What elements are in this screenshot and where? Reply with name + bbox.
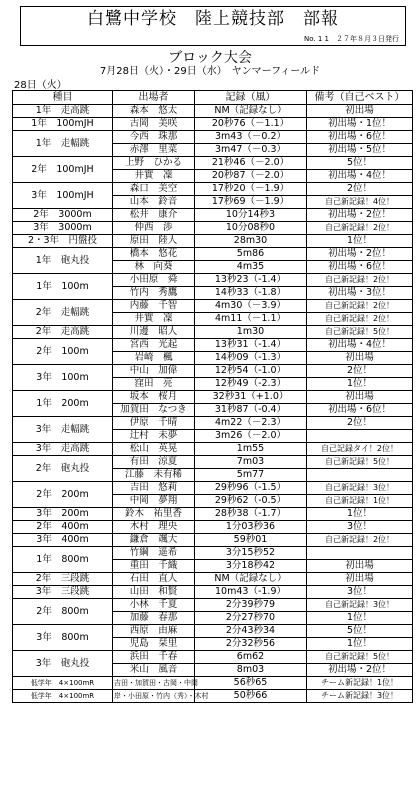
athlete-cell: 今西 珠那	[113, 131, 195, 144]
event-cell: 2年 三段跳	[13, 573, 113, 586]
athlete-cell: 伊原 千晴	[113, 417, 195, 430]
event-cell: 3年 走幅跳	[13, 417, 113, 443]
athlete-cell: 西原 由麻	[113, 625, 195, 638]
table-row	[13, 391, 413, 404]
record-cell: NM（記録なし）	[195, 573, 307, 586]
note-cell: 自己新記録！2位！	[307, 313, 413, 326]
issue-info: No. 1 1 ２７年８月３日発行	[304, 35, 399, 43]
table-row	[13, 417, 413, 430]
athlete-cell: 重田 千織	[113, 560, 195, 573]
athlete-cell: 古岡 美咲	[113, 118, 195, 131]
athlete-cell: 鈴木 祐里香	[113, 508, 195, 521]
note-cell: 5位！	[307, 625, 413, 638]
table-row	[13, 521, 413, 534]
table-row	[13, 586, 413, 599]
athlete-cell: 松井 康介	[113, 209, 195, 222]
header-box	[20, 6, 406, 46]
record-cell: 12秒49（-2.3）	[195, 378, 307, 391]
athlete-cell: 井實 凜	[113, 170, 195, 183]
results-table	[12, 90, 413, 703]
table-row	[13, 209, 413, 222]
athlete-cell: 吉田・加賀田・古岡・中岡	[113, 677, 195, 690]
event-cell: 2・3年 円盤投	[13, 235, 113, 248]
record-cell: 56秒65	[195, 677, 307, 690]
note-cell: 初出場	[307, 352, 413, 365]
note-cell: 自己新記録！5位！	[307, 326, 413, 339]
event-cell: 2年 400m	[13, 521, 113, 534]
athlete-cell: 松山 英晃	[113, 443, 195, 456]
table-row	[13, 222, 413, 235]
record-cell: 20秒87（－2.0）	[195, 170, 307, 183]
record-cell: 8m03	[195, 664, 307, 677]
record-cell: 13秒31（-1.4）	[195, 339, 307, 352]
record-cell: 14秒09（-1.3）	[195, 352, 307, 365]
note-cell: 自己記録タイ！2位！	[307, 443, 413, 456]
record-cell: 3m26（－2.0）	[195, 430, 307, 443]
note-cell: 5位！	[307, 157, 413, 170]
event-cell: 3年 3000m	[13, 222, 113, 235]
athlete-cell: 鎌倉 颯大	[113, 534, 195, 547]
athlete-cell: 江藤 未有稀	[113, 469, 195, 482]
note-cell: 自己新記録！5位！	[307, 651, 413, 664]
event-cell: 1年 走幅跳	[13, 131, 113, 157]
note-cell: 自己新記録！1位！	[307, 495, 413, 508]
athlete-cell: 石田 直人	[113, 573, 195, 586]
record-cell: 10分14秒3	[195, 209, 307, 222]
table-row	[13, 183, 413, 196]
athlete-cell: 岸・小田原・竹内（秀）・木村	[113, 690, 195, 703]
record-cell: 1m30	[195, 326, 307, 339]
record-cell: 20秒76（－1.1）	[195, 118, 307, 131]
note-cell: 2位！	[307, 417, 413, 430]
athlete-cell: 上野 ひかる	[113, 157, 195, 170]
table-header-row	[13, 91, 413, 105]
record-cell: 13秒23（-1.4）	[195, 274, 307, 287]
record-cell: 5m86	[195, 248, 307, 261]
athlete-cell: 窪田 亮	[113, 378, 195, 391]
table-row	[13, 131, 413, 144]
athlete-cell: 辻村 未夢	[113, 430, 195, 443]
note-cell: 初出場	[307, 105, 413, 118]
note-cell: 初出場・4位！	[307, 170, 413, 183]
table-row	[13, 534, 413, 547]
note-cell: 初出場・2位！	[307, 209, 413, 222]
table-row	[13, 651, 413, 664]
athlete-cell: 小田原 舜	[113, 274, 195, 287]
note-cell: 自己新記録！4位！	[307, 196, 413, 209]
record-cell: 3分18秒42	[195, 560, 307, 573]
event-cell: 2年 100m	[13, 339, 113, 365]
athlete-cell: 岩崎 楓	[113, 352, 195, 365]
record-cell: 29秒96（-1.5）	[195, 482, 307, 495]
athlete-cell: 井實 凜	[113, 313, 195, 326]
event-cell: 3年 200m	[13, 508, 113, 521]
header-event: 種目	[13, 91, 113, 105]
note-cell: 2位！	[307, 365, 413, 378]
record-cell: 28秒38（-1.7）	[195, 508, 307, 521]
record-cell: 1分03秒36	[195, 521, 307, 534]
note-cell	[307, 430, 413, 443]
table-row	[13, 625, 413, 638]
table-row	[13, 443, 413, 456]
event-cell: 1年 800m	[13, 547, 113, 573]
event-cell: 3年 砲丸投	[13, 651, 113, 677]
table-row	[13, 118, 413, 131]
note-cell: 初出場	[307, 391, 413, 404]
athlete-cell: 赤澤 里菜	[113, 144, 195, 157]
note-cell: 初出場・6位！	[307, 261, 413, 274]
note-cell: 初出場・3位！	[307, 287, 413, 300]
note-cell	[307, 547, 413, 560]
event-cell: 3年 三段跳	[13, 586, 113, 599]
note-cell: 3位！	[307, 586, 413, 599]
note-cell	[307, 469, 413, 482]
note-cell: 自己新記録！2位！	[307, 274, 413, 287]
table-row	[13, 274, 413, 287]
note-cell: 初出場・5位！	[307, 144, 413, 157]
note-cell: 初出場	[307, 573, 413, 586]
table-row	[13, 456, 413, 469]
note-cell: 1位！	[307, 612, 413, 625]
note-cell: 1位！	[307, 508, 413, 521]
record-cell: 10m43（-1.9）	[195, 586, 307, 599]
athlete-cell: 加藤 春那	[113, 612, 195, 625]
record-cell: 17秒69（－1.9）	[195, 196, 307, 209]
athlete-cell: 中山 加偉	[113, 365, 195, 378]
record-cell: 2分27秒70	[195, 612, 307, 625]
event-cell: 3年 800m	[13, 625, 113, 651]
athlete-cell: 仲西 渉	[113, 222, 195, 235]
event-cell: 1年 走高跳	[13, 105, 113, 118]
record-cell: 2分43秒34	[195, 625, 307, 638]
athlete-cell: 山田 和賢	[113, 586, 195, 599]
athlete-cell: 坂本 桜月	[113, 391, 195, 404]
record-cell: 4m30（－3.9）	[195, 300, 307, 313]
note-cell: 3位！	[307, 521, 413, 534]
event-cell: 2年 200m	[13, 482, 113, 508]
day-label: 28日（火）	[14, 80, 67, 91]
meet-dates: 7月28日（火）・29日（水） ヤンマーフィールド	[99, 66, 321, 77]
table-row	[13, 105, 413, 118]
table-row	[13, 300, 413, 313]
event-cell: 2年 100mJH	[13, 157, 113, 183]
record-cell: 12秒54（-1.0）	[195, 365, 307, 378]
event-cell: 3年 100mJH	[13, 183, 113, 209]
athlete-cell: 森本 悠太	[113, 105, 195, 118]
table-row	[13, 547, 413, 560]
event-cell: 2年 走幅跳	[13, 300, 113, 326]
athlete-cell: 浜田 千春	[113, 651, 195, 664]
record-cell: 2分39秒79	[195, 599, 307, 612]
event-cell: 2年 3000m	[13, 209, 113, 222]
record-cell: 4m35	[195, 261, 307, 274]
note-cell: 1位！	[307, 235, 413, 248]
athlete-cell: 加賀田 なつき	[113, 404, 195, 417]
record-cell: NM（記録なし）	[195, 105, 307, 118]
note-cell: チーム新記録！1位！	[307, 677, 413, 690]
athlete-cell: 児島 栞里	[113, 638, 195, 651]
note-cell: 自己新記録！2位！	[307, 534, 413, 547]
note-cell: 初出場・4位！	[307, 339, 413, 352]
record-cell: 4m11（－1.1）	[195, 313, 307, 326]
event-cell: 2年 走高跳	[13, 326, 113, 339]
athlete-cell: 森口 美空	[113, 183, 195, 196]
record-cell: 17秒20（－1.9）	[195, 183, 307, 196]
note-cell: 初出場・2位！	[307, 664, 413, 677]
note-cell: 2位！	[307, 183, 413, 196]
athlete-cell: 米山 風音	[113, 664, 195, 677]
note-cell: 自己新記録！5位！	[307, 456, 413, 469]
record-cell: 7m03	[195, 456, 307, 469]
athlete-cell: 小林 千夏	[113, 599, 195, 612]
note-cell: 自己新記録！3位！	[307, 599, 413, 612]
record-cell: 1m55	[195, 443, 307, 456]
table-row	[13, 326, 413, 339]
note-cell: 初出場・6位！	[307, 404, 413, 417]
athlete-cell: 川邊 昭人	[113, 326, 195, 339]
athlete-cell: 竹内 秀鷹	[113, 287, 195, 300]
event-cell: 低学年 4×100mR	[13, 690, 113, 703]
event-cell: 3年 走高跳	[13, 443, 113, 456]
note-cell: チーム新記録！3位！	[307, 690, 413, 703]
header-note: 備考（自己ベスト）	[307, 91, 413, 105]
record-cell: 59秒01	[195, 534, 307, 547]
note-cell: 初出場・6位！	[307, 131, 413, 144]
event-cell: 2年 800m	[13, 599, 113, 625]
event-cell: 1年 100m	[13, 274, 113, 300]
record-cell: 50秒66	[195, 690, 307, 703]
record-cell: 14秒33（-1.8）	[195, 287, 307, 300]
record-cell: 29秒62（-0.5）	[195, 495, 307, 508]
event-cell: 1年 100mJH	[13, 118, 113, 131]
meet-name: ブロック大会	[168, 50, 252, 66]
record-cell: 32秒31（+1.0）	[195, 391, 307, 404]
record-cell: 6m62	[195, 651, 307, 664]
record-cell: 4m22（－2.3）	[195, 417, 307, 430]
table-row	[13, 339, 413, 352]
table-row	[13, 157, 413, 170]
note-cell: 初出場	[307, 560, 413, 573]
record-cell: 3m47（－0.3）	[195, 144, 307, 157]
table-row	[13, 573, 413, 586]
table-row	[13, 365, 413, 378]
record-cell: 3分15秒52	[195, 547, 307, 560]
note-cell: 自己新記録！2位！	[307, 222, 413, 235]
athlete-cell: 林 向葵	[113, 261, 195, 274]
results-body	[13, 105, 413, 703]
note-cell: 自己新記録！2位！	[307, 300, 413, 313]
note-cell: 初出場・1位！	[307, 118, 413, 131]
athlete-cell: 山本 鈴音	[113, 196, 195, 209]
athlete-cell: 原田 陸人	[113, 235, 195, 248]
table-row	[13, 235, 413, 248]
record-cell: 3m43（－0.2）	[195, 131, 307, 144]
table-row	[13, 690, 413, 703]
event-cell: 低学年 4×100mR	[13, 677, 113, 690]
event-cell: 2年 砲丸投	[13, 456, 113, 482]
table-row	[13, 599, 413, 612]
record-cell: 2分32秒56	[195, 638, 307, 651]
athlete-cell: 木村 理央	[113, 521, 195, 534]
record-cell: 10分08秒0	[195, 222, 307, 235]
note-cell: 1位！	[307, 378, 413, 391]
event-cell: 1年 200m	[13, 391, 113, 417]
event-cell: 3年 100m	[13, 365, 113, 391]
athlete-cell: 竹綱 遥希	[113, 547, 195, 560]
event-cell: 1年 砲丸投	[13, 248, 113, 274]
table-row	[13, 508, 413, 521]
table-row	[13, 248, 413, 261]
athlete-cell: 内藤 千智	[113, 300, 195, 313]
header-athlete: 出場者	[113, 91, 195, 105]
note-cell: 自己新記録！3位！	[307, 482, 413, 495]
athlete-cell: 有田 涼夏	[113, 456, 195, 469]
athlete-cell: 橋本 悠花	[113, 248, 195, 261]
table-row	[13, 482, 413, 495]
note-cell: 初出場・2位！	[307, 248, 413, 261]
event-cell: 3年 400m	[13, 534, 113, 547]
record-cell: 21秒46（－2.0）	[195, 157, 307, 170]
athlete-cell: 宮西 光起	[113, 339, 195, 352]
record-cell: 5m77	[195, 469, 307, 482]
table-row	[13, 677, 413, 690]
record-cell: 28m30	[195, 235, 307, 248]
athlete-cell: 中岡 夢翔	[113, 495, 195, 508]
header-record: 記録（風）	[195, 91, 307, 105]
athlete-cell: 吉田 悠莉	[113, 482, 195, 495]
note-cell: 1位！	[307, 638, 413, 651]
newsletter-title: 白鷺中学校 陸上競技部 部報	[87, 9, 339, 29]
record-cell: 31秒87（-0.4）	[195, 404, 307, 417]
